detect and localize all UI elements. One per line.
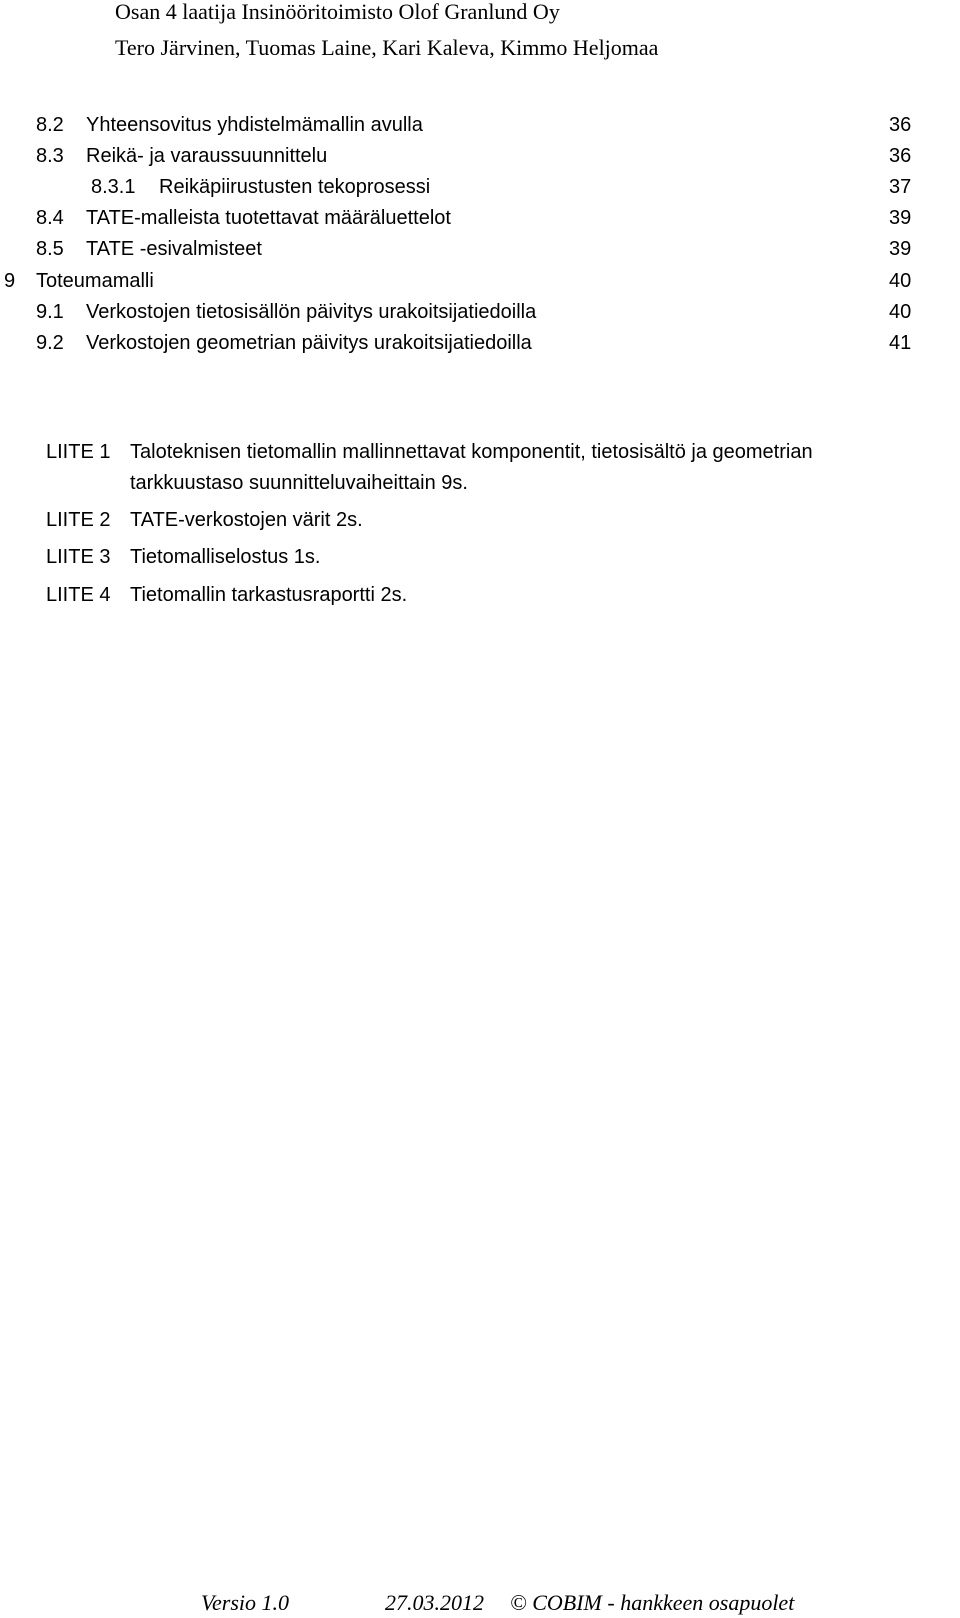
appendix-label: LIITE 3	[46, 546, 111, 568]
appendix-item	[46, 509, 363, 532]
toc-entry[interactable]	[0, 114, 960, 140]
toc-page: 36	[889, 114, 912, 136]
appendix-text: Taloteknisen tietomallin mallinnettavat komponentit, tietosisältö ja geometrian	[130, 441, 813, 463]
appendix-item	[46, 441, 813, 464]
toc-title: Verkostojen tietosisällön päivitys urakoitsijatiedoilla	[86, 301, 537, 323]
toc-page: 41	[889, 332, 912, 354]
appendix-text-continuation: tarkkuustaso suunnitteluvaiheittain 9s.	[130, 472, 468, 494]
toc-number: 8.4	[36, 207, 64, 229]
toc-page: 40	[889, 301, 912, 323]
toc-entry[interactable]	[0, 238, 960, 264]
header-organization: Osan 4 laatija Insinööritoimisto Olof Granlund Oy	[115, 0, 560, 24]
toc-entry[interactable]	[0, 301, 960, 327]
appendix-text: Tietomallin tarkastusraportti 2s.	[130, 584, 408, 606]
header-authors: Tero Järvinen, Tuomas Laine, Kari Kaleva, Kimmo Heljomaa	[115, 35, 659, 60]
appendix-label: LIITE 2	[46, 509, 111, 531]
toc-number: 9	[4, 270, 16, 292]
appendix-label: LIITE 1	[46, 441, 111, 463]
appendix-text: TATE-verkostojen värit 2s.	[130, 509, 363, 531]
toc-number: 8.5	[36, 238, 64, 260]
appendix-label: LIITE 4	[46, 584, 111, 606]
toc-number: 8.2	[36, 114, 64, 136]
toc-number: 8.3.1	[91, 176, 136, 198]
toc-entry[interactable]	[0, 332, 960, 358]
appendix-item	[46, 546, 320, 569]
toc-title: TATE-malleista tuotettavat määräluettelot	[86, 207, 451, 229]
toc-entry[interactable]	[0, 207, 960, 233]
toc-entry[interactable]	[0, 176, 960, 202]
toc-page: 37	[889, 176, 912, 198]
toc-page: 36	[889, 145, 912, 167]
toc-number: 9.2	[36, 332, 64, 354]
toc-entry[interactable]	[0, 270, 960, 296]
toc-title: Toteumamalli	[36, 270, 154, 292]
toc-entry[interactable]	[0, 145, 960, 171]
toc-title: Reikä- ja varaussuunnittelu	[86, 145, 328, 167]
toc-title: Reikäpiirustusten tekoprosessi	[159, 176, 431, 198]
appendix-text: Tietomalliselostus 1s.	[130, 546, 321, 568]
footer-date: 27.03.2012	[385, 1590, 484, 1615]
toc-page: 40	[889, 270, 912, 292]
toc-number: 9.1	[36, 301, 64, 323]
footer-version: Versio 1.0	[201, 1590, 289, 1615]
toc-page: 39	[889, 238, 912, 260]
toc-title: Verkostojen geometrian päivitys urakoitsijatiedoilla	[86, 332, 532, 354]
footer-copyright: © COBIM - hankkeen osapuolet	[510, 1590, 795, 1615]
toc-number: 8.3	[36, 145, 64, 167]
toc-title: TATE -esivalmisteet	[86, 238, 262, 260]
toc-title: Yhteensovitus yhdistelmämallin avulla	[86, 114, 423, 136]
appendix-item	[46, 584, 407, 607]
toc-page: 39	[889, 207, 912, 229]
